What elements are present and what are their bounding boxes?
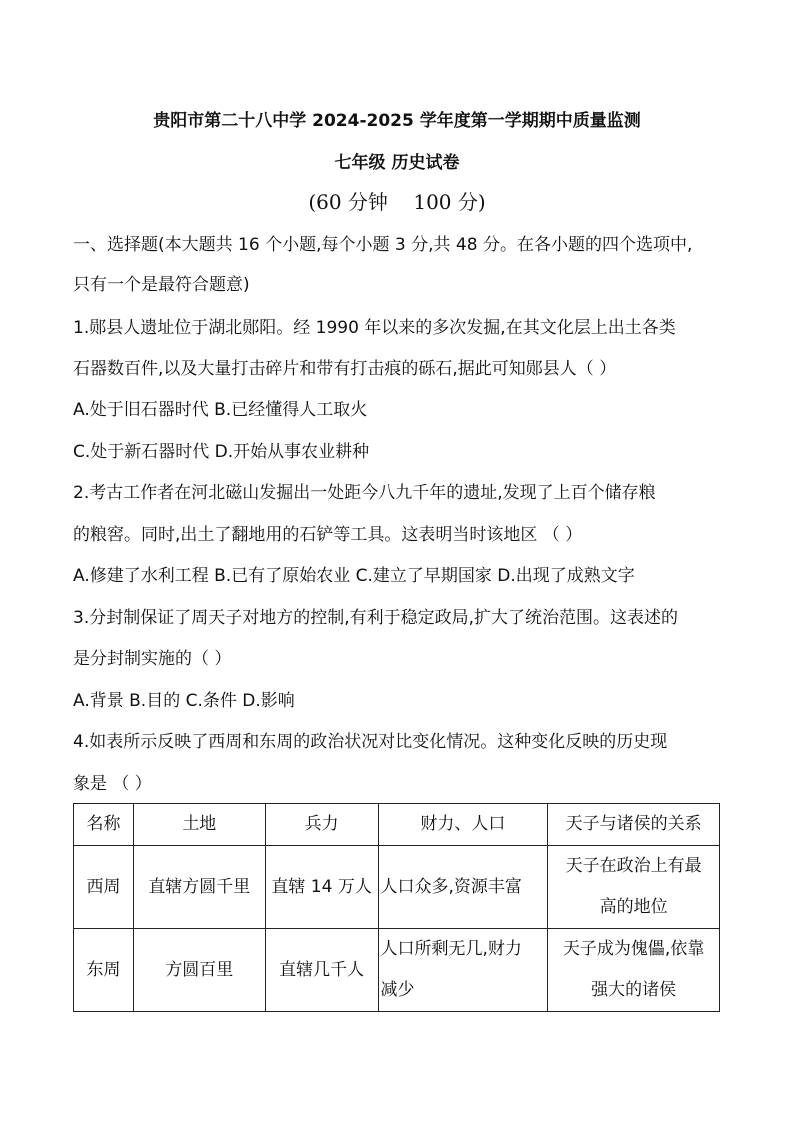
question-4-line1: 4.如表所示反映了西周和东周的政治状况对比变化情况。这种变化反映的历史现: [73, 732, 668, 752]
table-cell-wealth-line1: 人口所剩无几,财力: [380, 939, 522, 959]
section-instructions-line1: 一、选择题(本大题共 16 个小题,每个小题 3 分,共 48 分。在各小题的四个选项中,: [73, 235, 693, 255]
question-1-options-cd: C.处于新石器时代 D.开始从事农业耕种: [73, 442, 370, 462]
table-cell-wealth: 人口众多,资源丰富: [378, 846, 548, 929]
table-cell-relation-line1: 天子在政治上有最: [565, 856, 702, 876]
table-header-cell: 财力、人口: [378, 804, 548, 846]
exam-time-score: (60 分钟 100 分): [308, 190, 486, 214]
table-cell-name: 西周: [74, 846, 134, 929]
table-header-cell: 兵力: [265, 804, 378, 846]
question-2-line2: 的粮窖。同时,出土了翻地用的石铲等工具。这表明当时该地区 （ ）: [73, 525, 583, 545]
question-3-line2: 是分封制实施的（ ）: [73, 649, 232, 669]
table-cell-wealth: [378, 929, 548, 1012]
section-instructions-line2: 只有一个是最符合题意): [73, 275, 250, 295]
table-cell-name: 东周: [74, 929, 134, 1012]
table-header-cell: 土地: [133, 804, 265, 846]
table-row: [74, 846, 720, 929]
exam-title: 贵阳市第二十八中学 2024-2025 学年度第一学期期中质量监测: [153, 111, 641, 131]
question-1-options-ab: A.处于旧石器时代 B.已经懂得人工取火: [73, 400, 368, 420]
question-3-line1: 3.分封制保证了周天子对地方的控制,有利于稳定政局,扩大了统治范围。这表述的: [73, 608, 679, 628]
table-cell-land: 方圆百里: [133, 929, 265, 1012]
question-1-line1: 1.郧县人遗址位于湖北郧阳。经 1990 年以来的多次发掘,在其文化层上出土各类: [73, 318, 676, 338]
question-2-options: A.修建了水利工程 B.已有了原始农业 C.建立了早期国家 D.出现了成熟文字: [73, 566, 635, 586]
table-cell-relation-line2: 强大的诸侯: [591, 980, 677, 1000]
table-row: [74, 929, 720, 1012]
table-cell-land: 直辖方圆千里: [133, 846, 265, 929]
table-cell-relation-line1: 天子成为傀儡,依靠: [562, 939, 705, 959]
question-3-options: A.背景 B.目的 C.条件 D.影响: [73, 691, 295, 711]
table-cell-relation-line2: 高的地位: [599, 897, 668, 917]
exam-subject: 七年级 历史试卷: [334, 153, 460, 173]
table-cell-army: 直辖几千人: [265, 929, 378, 1012]
comparison-table: [73, 803, 720, 1012]
table-cell-relation: [548, 929, 720, 1012]
table-header-row: [74, 804, 720, 846]
question-4-line2: 象是 （ ）: [73, 774, 152, 794]
table-header-cell: 天子与诸侯的关系: [548, 804, 720, 846]
question-1-line2: 石器数百件,以及大量打击碎片和带有打击痕的砾石,据此可知郧县人（ ）: [73, 359, 617, 379]
table-cell-wealth-line2: 减少: [380, 980, 415, 1000]
table-cell-army: 直辖 14 万人: [265, 846, 378, 929]
table-cell-relation: [548, 846, 720, 929]
question-2-line1: 2.考古工作者在河北磁山发掘出一处距今八九千年的遗址,发现了上百个储存粮: [73, 483, 656, 503]
table-header-cell: 名称: [74, 804, 134, 846]
